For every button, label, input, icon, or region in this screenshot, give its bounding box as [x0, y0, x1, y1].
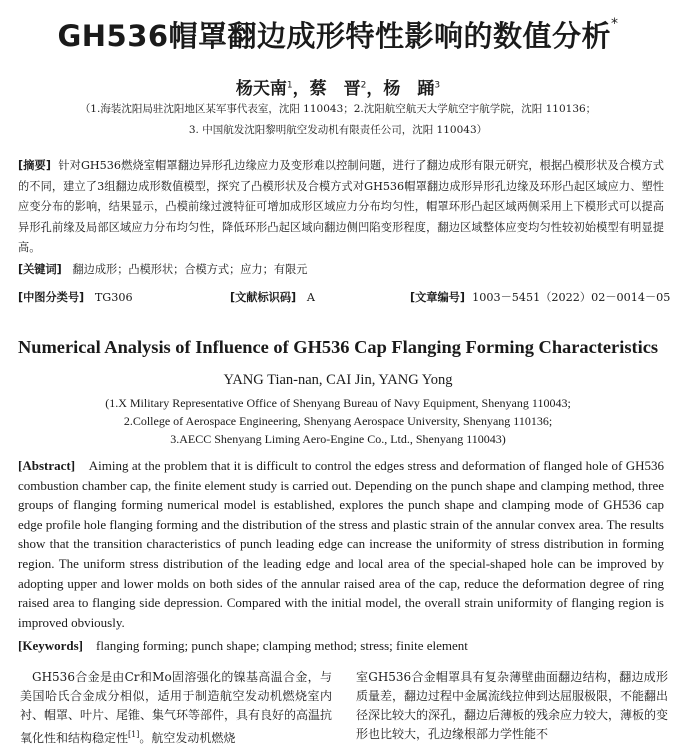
author-3-affil: 3 [434, 80, 441, 91]
chinese-affiliation-line-2: 3. 中国航发沈阳黎明航空发动机有限责任公司，沈阳 110043） [188, 124, 488, 136]
title-footnote-mark: * [611, 16, 619, 32]
english-authors: YANG Tian-nan, CAI Jin, YANG Yong [223, 372, 453, 388]
body-right-text: 室GH536合金帽罩具有复杂薄壁曲面翻边结构，翻边成形质量差，翻边过程中金属流线拉伸到达屈服极限，不能翻出径深比较大的深孔，翻边后薄板的残余应力较大，薄板的变形也比较大，孔边缘根部力学性能不 [356, 670, 669, 741]
author-3: 杨 踊 [383, 79, 435, 99]
document-code [230, 289, 315, 305]
body-left-tail: 。航空发动机燃烧 [139, 731, 236, 745]
chinese-abstract [18, 156, 664, 259]
author-2: 蔡 晋 [309, 79, 361, 99]
english-title: Numerical Analysis of Influence of GH536 Cap Flanging Forming Characteristics [17, 337, 659, 357]
chinese-authors [0, 74, 676, 99]
clc-number-label: [中图分类号] [18, 291, 85, 304]
body-column-left [20, 668, 332, 748]
chinese-keywords [18, 261, 307, 277]
chinese-abstract-text: 针对GH536燃烧室帽罩翻边异形孔边缘应力及变形难以控制问题，进行了翻边成形有限元研究，根据凸模形状及合模方式的不同，建立了3组翻边成形数值模型，探究了凸模形状及合模方式对GH536帽罩翻边成形异形孔边缘及环形凸起区域应力、塑性应变分布的影响，结果显示，凸模前缘过渡特征可增加成形区域应力分布均匀性，帽罩环形凸起区域两侧采用上下模形式可以提高异形孔前缘及局部区域应力分布均匀性，降低环形凸起区域向翻边侧凹陷变形程度，翻边区域整体应变均匀性较初始模型有明显提高。 [18, 159, 664, 254]
english-affiliation-line-3: 3.AECC Shenyang Liming Aero-Engine Co., Ltd., Shenyang 110043) [170, 432, 506, 446]
reference-marker: [1] [128, 730, 140, 739]
chinese-abstract-label: [摘要] [18, 159, 51, 172]
author-separator: ， [366, 79, 384, 99]
english-affiliation-line-1: (1.X Military Representative Office of Shenyang Bureau of Navy Equipment, Shenyang 110043; [105, 396, 571, 410]
english-abstract [18, 456, 664, 632]
chinese-title [0, 14, 676, 55]
chinese-keywords-label: [关键词] [18, 263, 62, 276]
clc-number-value: TG306 [94, 291, 133, 304]
chinese-affiliation-line-1: （1.海装沈阳局驻沈阳地区某军事代表室，沈阳 110043；2.沈阳航空航天大学航空宇航学院，沈阳 110136； [79, 103, 597, 115]
english-affiliation-line-2: 2.College of Aerospace Engineering, Shenyang Aerospace University, Shenyang 110136; [123, 414, 553, 428]
author-1-affil: 1 [286, 80, 293, 91]
clc-number [18, 289, 133, 305]
author-1: 杨天南 [235, 79, 287, 99]
body-left-text: GH536合金是由Cr和Mo固溶强化的镍基高温合金，与美国哈氏合金成分相似，适用于制造航空发动机燃烧室内衬、帽罩、叶片、尾锥、集气环等部件，具有良好的高温抗氧化性和结构稳定性 [20, 670, 333, 745]
english-keywords [18, 638, 468, 654]
chinese-title-text: GH536帽罩翻边成形特性影响的数值分析 [57, 19, 612, 53]
author-separator: ， [292, 79, 310, 99]
article-number-value: 1003－5451（2022）02－0014－05 [472, 291, 671, 304]
article-number [410, 289, 670, 305]
article-number-label: [文章编号] [410, 291, 465, 304]
chinese-keywords-text: 翻边成形；凸模形状；合模方式；应力；有限元 [72, 263, 308, 276]
body-column-right [356, 668, 668, 744]
english-abstract-text: Aiming at the problem that it is difficult to control the edges stress and deformation of flanged hole of GH536 combustion chamber cap, the finite element study is carried out. Depending on the punch shape and clamping method, three groups of flanging forming numerical model is established, explores the punch shape and clamping mode of GH536 cap edge profile hole flanging forming and the distribution of the stress and plastic strain of the annular convex area. The results show that the transition characteristics of punch leading edge can increase the uniformity of stress distribution in forming region. The uniform stress distribution of the leading edge and local area of the special-shaped hole can be improved by adopting upper and lower molds on both sides of the annular raised area of the cap, reduce the deformation degree of ring raised area to flanging side depression. Compared with the initial model, the overall strain uniformity of flanging region is improved obviously. [18, 458, 664, 630]
document-code-value: A [306, 291, 315, 304]
english-abstract-label: [Abstract] [18, 458, 76, 473]
english-keywords-label: [Keywords] [18, 638, 83, 653]
document-code-label: [文献标识码] [230, 291, 297, 304]
author-2-affil: 2 [360, 80, 367, 91]
english-keywords-text: flanging forming; punch shape; clamping method; stress; finite element [96, 638, 468, 653]
